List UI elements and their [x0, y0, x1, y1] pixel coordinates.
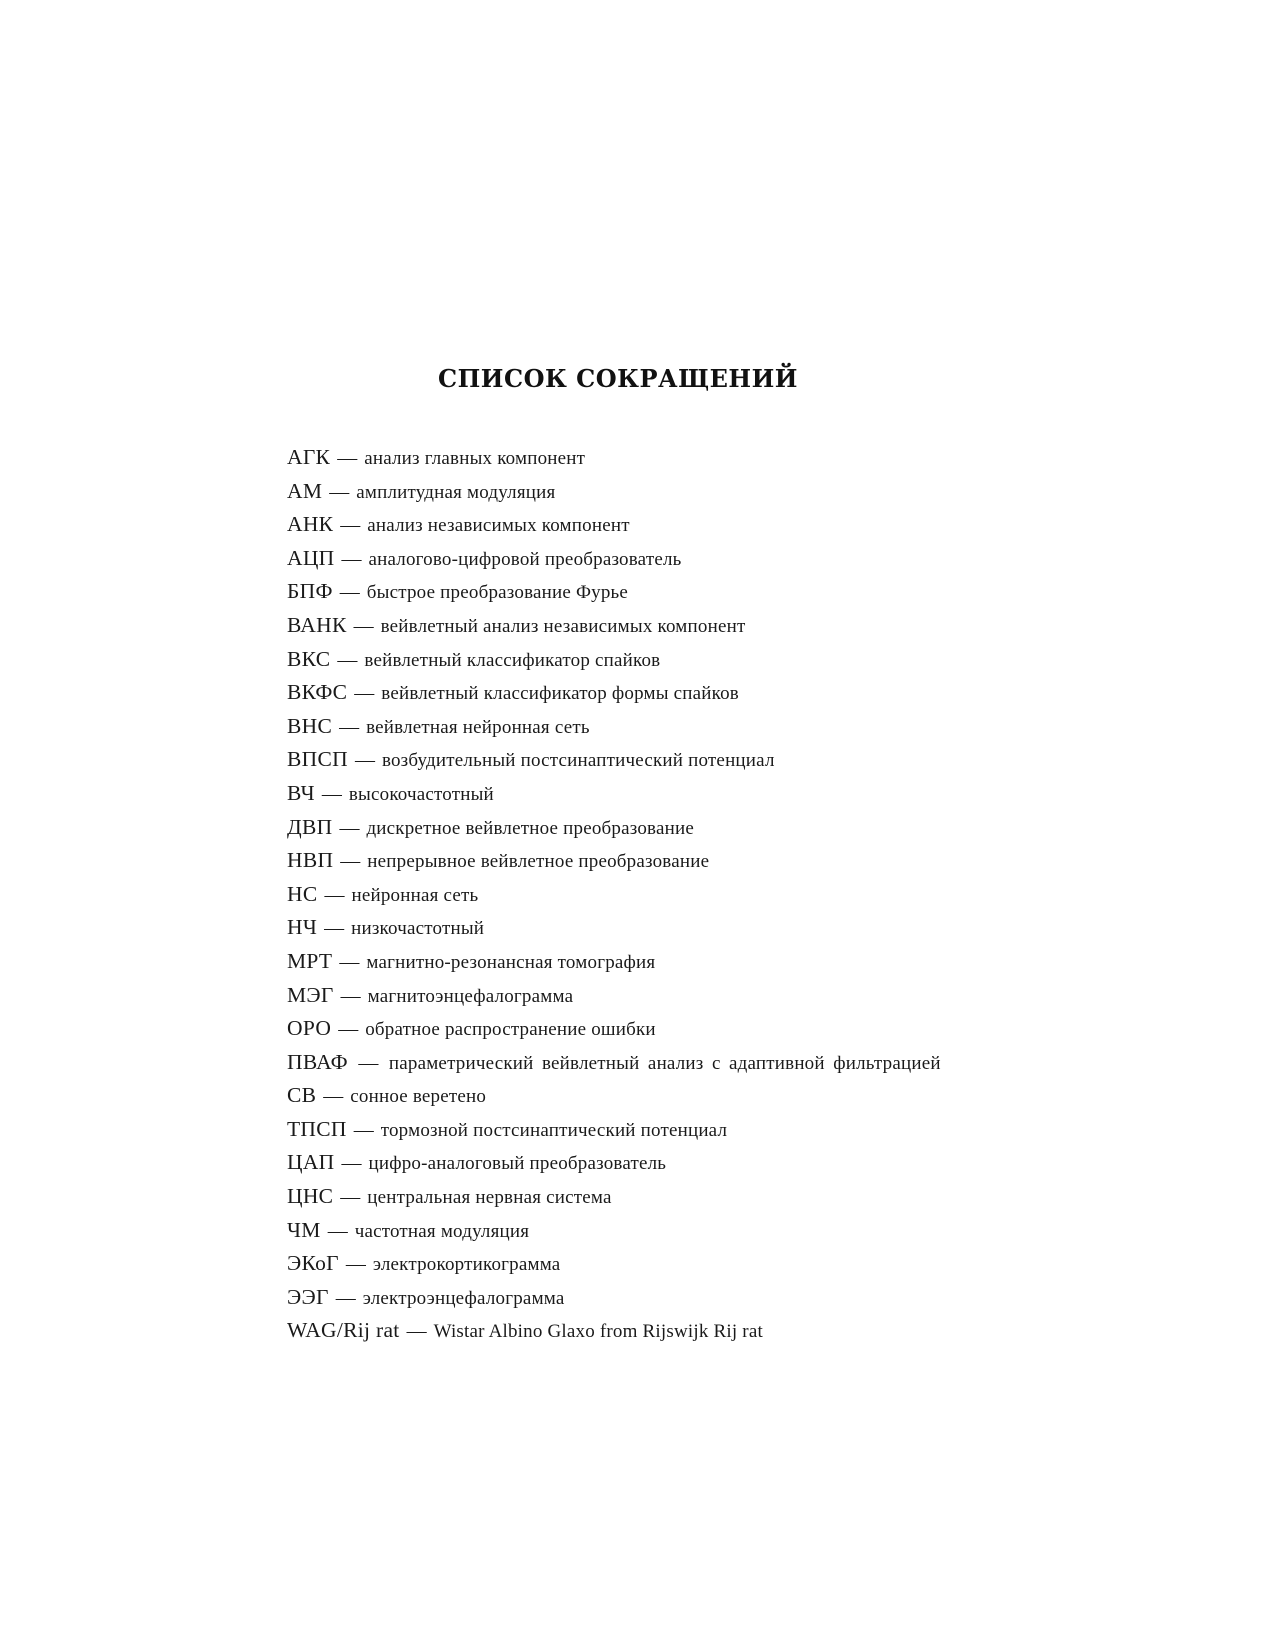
list-item: [287, 848, 951, 874]
list-item: [287, 1050, 951, 1076]
list-item: [287, 680, 951, 706]
abbreviation-definition: магнитно-резонансная томография: [366, 951, 656, 973]
dash-separator: —: [341, 1152, 362, 1175]
abbreviation-term: ВАНК: [287, 612, 347, 637]
list-item: [287, 815, 951, 841]
abbreviation-term: ЭКоГ: [287, 1251, 339, 1276]
abbreviation-list: [287, 445, 951, 1352]
abbreviation-definition: обратное распространение ошибки: [365, 1019, 656, 1041]
dash-separator: —: [354, 682, 375, 705]
dash-separator: —: [339, 950, 360, 973]
abbreviation-definition: возбудительный постсинаптический потенциал: [381, 750, 775, 772]
abbreviation-definition: вейвлетный анализ независимых компонент: [380, 615, 746, 637]
abbreviation-definition: анализ независимых компонент: [367, 515, 630, 537]
list-item: [287, 915, 951, 941]
dash-separator: —: [335, 1286, 356, 1309]
list-item: [287, 613, 951, 639]
list-item: [287, 579, 951, 605]
abbreviation-term: ЦАП: [287, 1150, 335, 1175]
dash-separator: —: [341, 547, 362, 570]
dash-separator: —: [353, 1118, 374, 1141]
abbreviation-definition: магнитоэнцефалограмма: [367, 985, 574, 1007]
abbreviation-term: ВПСП: [287, 747, 348, 772]
list-item: [287, 949, 951, 975]
dash-separator: —: [345, 1253, 366, 1276]
dash-separator: —: [339, 715, 360, 738]
list-item: [287, 1083, 951, 1109]
abbreviation-term: НС: [287, 881, 318, 906]
dash-separator: —: [353, 614, 374, 637]
abbreviation-definition: сонное веретено: [350, 1086, 487, 1108]
list-item: [287, 1218, 951, 1244]
dash-separator: —: [354, 749, 375, 772]
abbreviation-definition: вейвлетная нейронная сеть: [366, 716, 590, 738]
list-item: [287, 1251, 951, 1277]
dash-separator: —: [337, 447, 358, 469]
abbreviation-term: ЦНС: [287, 1184, 334, 1209]
abbreviation-term: АНК: [287, 512, 334, 537]
list-item: [287, 1150, 951, 1176]
abbreviation-definition: низкочастотный: [351, 918, 485, 940]
dash-separator: —: [329, 480, 350, 503]
list-item: [287, 512, 951, 538]
abbreviation-term: БПФ: [287, 579, 333, 604]
dash-separator: —: [324, 917, 345, 940]
abbreviation-definition: параметрический вейвлетный анализ с адаптивной фильтрацией: [388, 1052, 941, 1074]
abbreviation-definition: электрокортикограмма: [372, 1254, 561, 1276]
abbreviation-term: ПВАФ: [287, 1049, 348, 1074]
abbreviation-term: ТПСП: [287, 1116, 347, 1141]
list-item: [287, 647, 951, 673]
abbreviation-term: ВЧ: [287, 780, 315, 805]
abbreviation-definition: электроэнцефалограмма: [362, 1287, 565, 1309]
dash-separator: —: [323, 1085, 344, 1108]
dash-separator: —: [337, 648, 358, 671]
abbreviation-definition: центральная нервная система: [367, 1187, 612, 1209]
abbreviation-term: АГК: [287, 445, 331, 469]
dash-separator: —: [406, 1320, 427, 1343]
list-item: [287, 1117, 951, 1143]
abbreviation-definition: вейвлетный классификатор формы спайков: [381, 683, 739, 705]
abbreviation-definition: частотная модуляция: [354, 1220, 530, 1242]
list-item: [287, 882, 951, 908]
list-item: [287, 445, 951, 471]
abbreviation-definition: аналогово-цифровой преобразователь: [368, 548, 682, 570]
abbreviation-definition: тормозной постсинаптический потенциал: [380, 1119, 728, 1141]
list-item: [287, 781, 951, 807]
dash-separator: —: [358, 1051, 379, 1074]
abbreviation-definition: вейвлетный классификатор спайков: [364, 649, 661, 671]
abbreviation-term: WAG/Rij rat: [287, 1318, 400, 1343]
abbreviation-term: ЭЭГ: [287, 1284, 329, 1309]
abbreviation-term: ВКС: [287, 646, 331, 671]
dash-separator: —: [338, 1018, 359, 1041]
dash-separator: —: [339, 581, 360, 604]
abbreviation-term: МРТ: [287, 948, 333, 973]
dash-separator: —: [324, 883, 345, 906]
abbreviation-definition: анализ главных компонент: [364, 448, 586, 469]
abbreviation-definition: нейронная сеть: [351, 884, 479, 906]
abbreviation-term: НЧ: [287, 915, 318, 940]
abbreviation-term: ДВП: [287, 814, 333, 839]
abbreviation-definition: цифро-аналоговый преобразователь: [368, 1153, 667, 1175]
dash-separator: —: [340, 850, 361, 873]
dash-separator: —: [340, 1186, 361, 1209]
abbreviation-definition: амплитудная модуляция: [356, 481, 556, 503]
list-item: [287, 1285, 951, 1311]
dash-separator: —: [340, 984, 361, 1007]
list-item: [287, 747, 951, 773]
dash-separator: —: [340, 514, 361, 537]
abbreviation-definition: непрерывное вейвлетное преобразование: [367, 851, 710, 873]
page-title: СПИСОК СОКРАЩЕНИЙ: [438, 364, 798, 393]
abbreviation-term: ЧМ: [287, 1217, 321, 1242]
list-item: [287, 1016, 951, 1042]
list-item: [287, 714, 951, 740]
list-item: [287, 1184, 951, 1210]
abbreviation-definition: дискретное вейвлетное преобразование: [366, 817, 694, 839]
abbreviation-term: ВНС: [287, 713, 333, 738]
abbreviation-term: НВП: [287, 848, 334, 873]
abbreviation-definition: высокочастотный: [348, 783, 494, 805]
abbreviation-term: ОРО: [287, 1016, 332, 1041]
abbreviation-term: МЭГ: [287, 982, 334, 1007]
dash-separator: —: [321, 782, 342, 805]
dash-separator: —: [339, 816, 360, 839]
list-item: [287, 1318, 951, 1344]
abbreviation-definition: быстрое преобразование Фурье: [366, 582, 629, 604]
abbreviation-term: СВ: [287, 1083, 317, 1108]
list-item: [287, 479, 951, 505]
abbreviation-term: АЦП: [287, 545, 335, 570]
abbreviation-term: ВКФС: [287, 680, 348, 705]
abbreviation-term: АМ: [287, 478, 323, 503]
list-item: [287, 983, 951, 1009]
dash-separator: —: [327, 1219, 348, 1242]
abbreviation-definition: Wistar Albino Glaxo from Rijswijk Rij rat: [433, 1321, 763, 1343]
list-item: [287, 546, 951, 572]
